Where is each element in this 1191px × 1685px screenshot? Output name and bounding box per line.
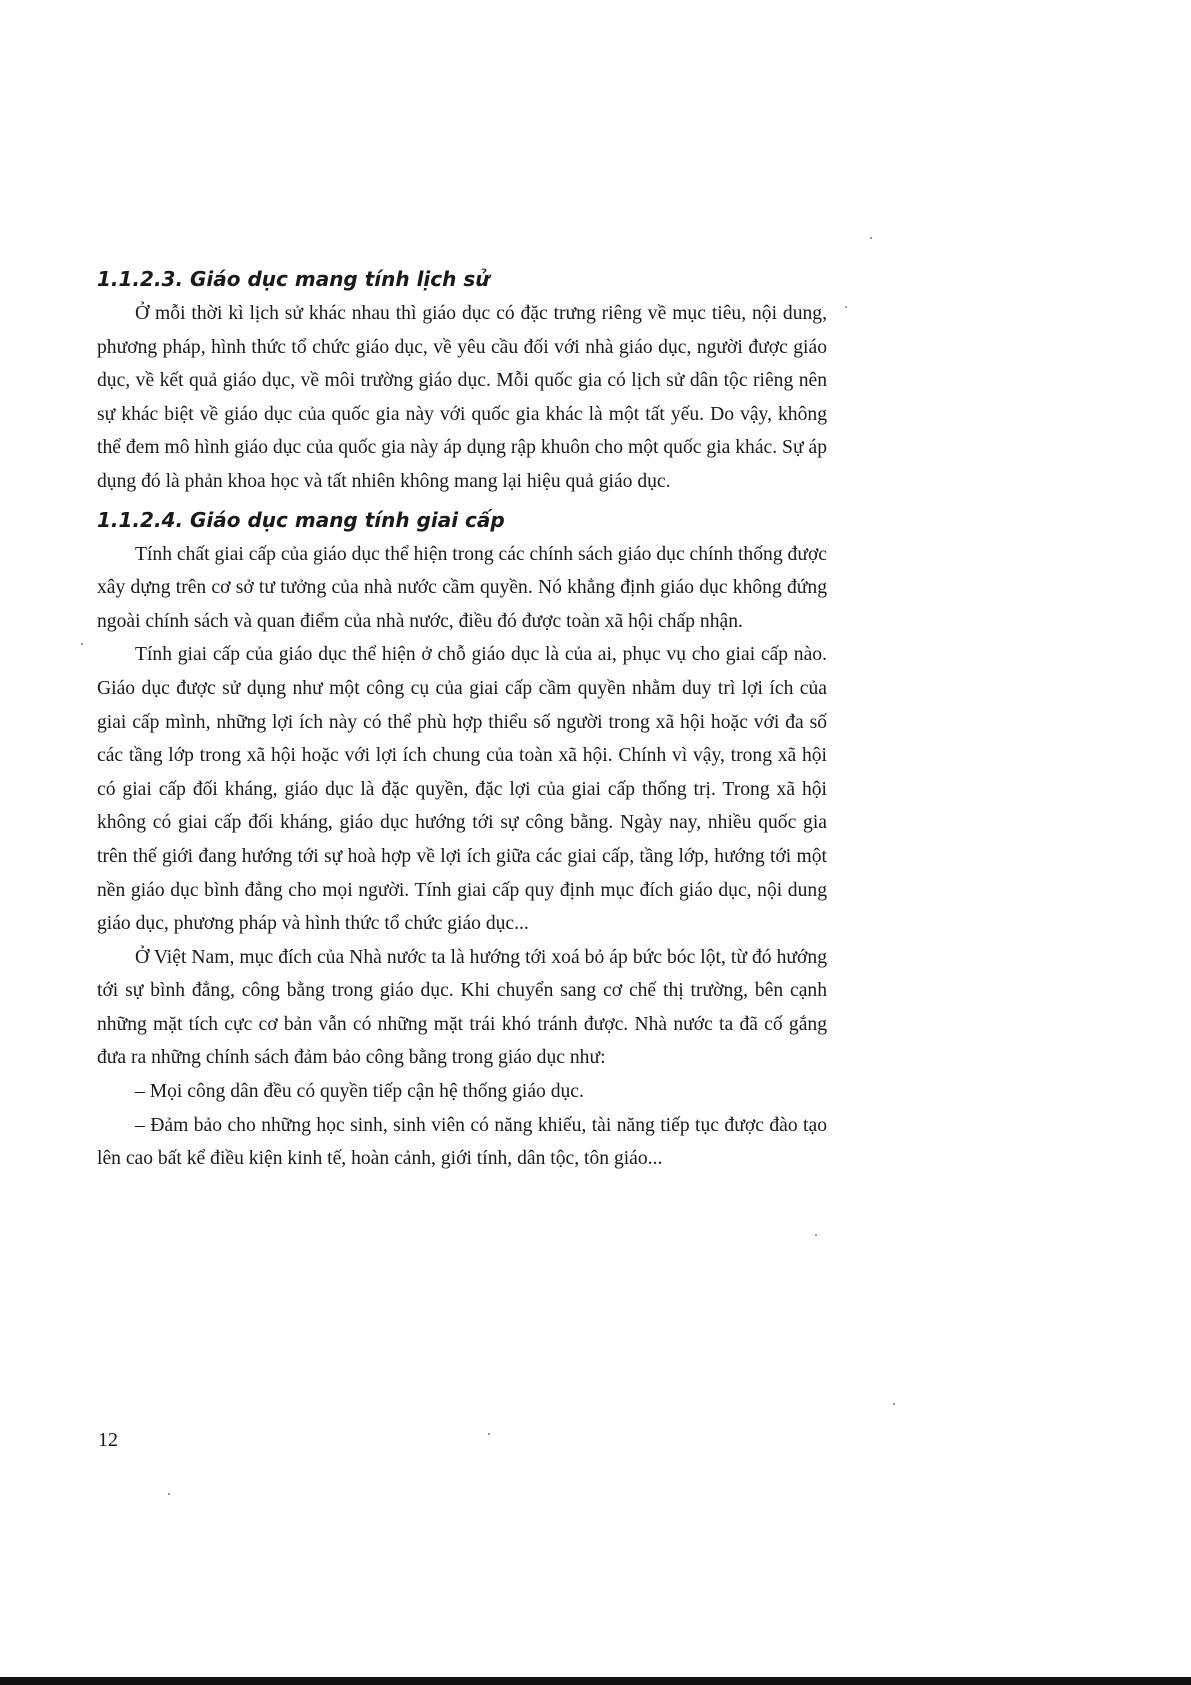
scan-speck: [893, 1403, 895, 1405]
list-item: – Đảm bảo cho những học sinh, sinh viên có năng khiếu, tài năng tiếp tục được đào tạo lên cao bất kể điều kiện kinh tế, hoàn cảnh, giới tính, dân tộc, tôn giáo...: [97, 1114, 827, 1170]
section-heading-lich-su: 1.1.2.3. Giáo dục mang tính lịch sử: [97, 267, 490, 291]
scan-speck: [168, 1493, 170, 1495]
section-heading-giai-cap: 1.1.2.4. Giáo dục mang tính giai cấp: [97, 507, 505, 532]
scan-edge: [0, 1677, 1191, 1685]
paragraph: Tính chất giai cấp của giáo dục thể hiện trong các chính sách giáo dục chính thống được xây dựng trên cơ sở tư tưởng của nhà nước cầm quyền. Nó khẳng định giáo dục không đứng ngoài chính sách và quan điểm của nhà nước, điều đó được toàn xã hội chấp nhận.: [97, 543, 827, 632]
page-content: [97, 262, 827, 1176]
scan-speck: [81, 643, 83, 645]
paragraph: Ở mỗi thời kì lịch sử khác nhau thì giáo dục có đặc trưng riêng về mục tiêu, nội dung, phương pháp, hình thức tổ chức giáo dục, về yêu cầu đối với nhà giáo dục, người được giáo dục, về kết quả giáo dục, về môi trường giáo dục. Mỗi quốc gia có lịch sử dân tộc riêng nên sự khác biệt về giáo dục của quốc gia này với quốc gia khác là một tất yếu. Do vậy, không thể đem mô hình giáo dục của quốc gia này áp dụng rập khuôn cho một quốc gia khác. Sự áp dụng đó là phản khoa học và tất nhiên không mang lại hiệu quả giáo dục.: [97, 303, 827, 492]
list-item: – Mọi công dân đều có quyền tiếp cận hệ thống giáo dục.: [135, 1081, 584, 1103]
paragraph: Tính giai cấp của giáo dục thể hiện ở chỗ giáo dục là của ai, phục vụ cho giai cấp nào. Giáo dục được sử dụng như một công cụ của giai cấp cầm quyền nhằm duy trì lợi ích của giai cấp mình, những lợi ích này có thể phù hợp thiểu số người trong xã hội hoặc với đa số các tầng lớp trong xã hội hoặc với lợi ích chung của toàn xã hội. Chính vì vậy, trong xã hội có giai cấp đối kháng, giáo dục là đặc quyền, đặc lợi của giai cấp thống trị. Trong xã hội không có giai cấp đối kháng, giáo dục hướng tới sự công bằng. Ngày nay, nhiều quốc gia trên thế giới đang hướng tới sự hoà hợp về lợi ích giữa các giai cấp, tầng lớp, hướng tới một nền giáo dục bình đẳng cho mọi người. Tính giai cấp quy định mục đích giáo dục, nội dung giáo dục, phương pháp và hình thức tổ chức giáo dục...: [97, 644, 827, 935]
paragraph: Ở Việt Nam, mục đích của Nhà nước ta là hướng tới xoá bỏ áp bức bóc lột, từ đó hướng tới sự bình đẳng, công bằng trong giáo dục. Khi chuyển sang cơ chế thị trường, bên cạnh những mặt tích cực cơ bản vẫn có những mặt trái khó tránh được. Nhà nước ta đã cố gắng đưa ra những chính sách đảm bảo công bằng trong giáo dục như:: [97, 946, 827, 1069]
scan-speck: [870, 237, 872, 239]
scan-speck: [815, 1234, 817, 1236]
scan-speck: [488, 1433, 490, 1435]
scan-speck: [845, 306, 847, 308]
page-number: 12: [98, 1429, 118, 1451]
